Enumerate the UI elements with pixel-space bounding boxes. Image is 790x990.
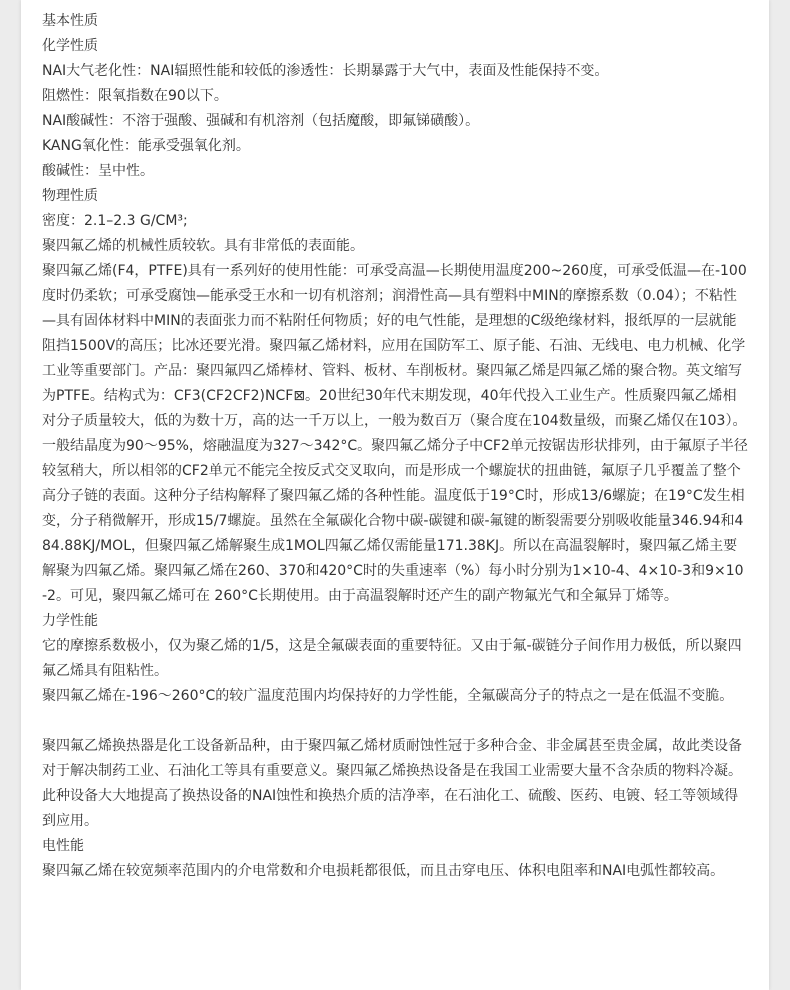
heading-chemical-properties: 化学性质 [42,38,98,54]
text-friction: 它的摩擦系数极小，仅为聚乙烯的1/5，这是全氟碳表面的重要特征。又由于氟-碳链分子间作用力极低，所以聚四氟乙烯具有阻粘性。 [42,638,742,679]
paragraph-spacer [42,709,748,734]
text-temperature-range: 聚四氟乙烯在-196～260°C的较广温度范围内均保持好的力学性能，全氟碳高分子的特点之一是在低温不变脆。 [42,688,734,704]
text-ptfe-overview: 聚四氟乙烯(F4，PTFE)具有一系列好的使用性能：可承受高温—长期使用温度200~260度，可承受低温—在-100度时仍柔软；可承受腐蚀—能承受王水和一切有机溶剂；润滑性高—具有塑料中MIN的摩擦系数（0.04）；不粘性—具有固体材料中MIN的表面张力而不粘附任何物质；好的电气性能，是理想的C级绝缘材料，报纸厚的一层就能阻挡1500V的高压；比冰还要光滑。聚四氟乙烯材料，应用在国防军工、原子能、石油、无线电、电力机械、化学工业等重要部门。产品：聚四氟四乙烯棒材、管料、板材、车削板材。聚四氟乙烯是四氟乙烯的聚合物。英文缩写为PTFE。结构式为：CF3(CF2CF2)NCF⊠。20世纪30年代末期发现，40年代投入工业生产。性质聚四氟乙烯相对分子质量较大，低的为数十万，高的达一千万以上，一般为数百万（聚合度在104数量级，而聚乙烯仅在103）。一般结晶度为90～95%，熔融温度为327～342°C。聚四氟乙烯分子中CF2单元按锯齿形状排列，由于氟原子半径较氢稍大，所以相邻的CF2单元不能完全按反式交叉取向，而是形成一个螺旋状的扭曲链，氟原子几乎覆盖了整个高分子链的表面。这种分子结构解释了聚四氟乙烯的各种性能。温度低于19°C时，形成13/6螺旋；在19°C发生相变，分子稍微解开，形成15/7螺旋。虽然在全氟碳化合物中碳-碳键和碳-氟键的断裂需要分别吸收能量346.94和484.88KJ/MOL，但聚四氟乙烯解聚生成1MOL四氟乙烯仅需能量171.38KJ。所以在高温裂解时，聚四氟乙烯主要解聚为四氟乙烯。聚四氟乙烯在260、370和420°C时的失重速率（%）每小时分别为1×10-4、4×10-3和9×10-2。可见，聚四氟乙烯可在 260°C长期使用。由于高温裂解时还产生的副产物氟光气和全氟异丁烯等。 [42,263,748,604]
text-flame-retardancy: 阻燃性：限氧指数在90以下。 [42,88,228,104]
text-ph: 酸碱性：呈中性。 [42,163,154,179]
text-heat-exchanger: 聚四氟乙烯换热器是化工设备新品种，由于聚四氟乙烯材质耐蚀性冠于多种合金、非金属甚至贵金属，故此类设备对于解决制药工业、石油化工等具有重要意义。聚四氟乙烯换热设备是在我国工业需要大量不含杂质的物料冷凝。 [42,738,742,779]
document-page [21,0,769,990]
text-dielectric: 聚四氟乙烯在较宽频率范围内的介电常数和介电损耗都很低，而且击穿电压、体积电阻率和NAI电弧性都较高。 [42,863,725,879]
heading-electrical-properties: 电性能 [42,838,84,854]
text-density: 密度：2.1–2.3 G/CM³; [42,213,188,229]
text-weathering: NAI大气老化性：NAI辐照性能和较低的渗透性：长期暴露于大气中，表面及性能保持不变。 [42,63,609,79]
text-mechanical-softness: 聚四氟乙烯的机械性质较软。具有非常低的表面能。 [42,238,364,254]
document-content [42,9,748,884]
text-oxidation: KANG氧化性：能承受强氧化剂。 [42,138,250,154]
text-acid-base-resistance: NAI酸碱性：不溶于强酸、强碱和有机溶剂（包括魔酸，即氟锑磺酸）。 [42,113,480,129]
heading-basic-properties: 基本性质 [42,13,98,29]
heading-physical-properties: 物理性质 [42,188,98,204]
heading-mechanical-properties: 力学性能 [42,613,98,629]
text-heat-exchanger-applications: 此种设备大大地提高了换热设备的NAI蚀性和换热介质的洁净率，在石油化工、硫酸、医药、电镀、轻工等领域得到应用。 [42,788,739,829]
